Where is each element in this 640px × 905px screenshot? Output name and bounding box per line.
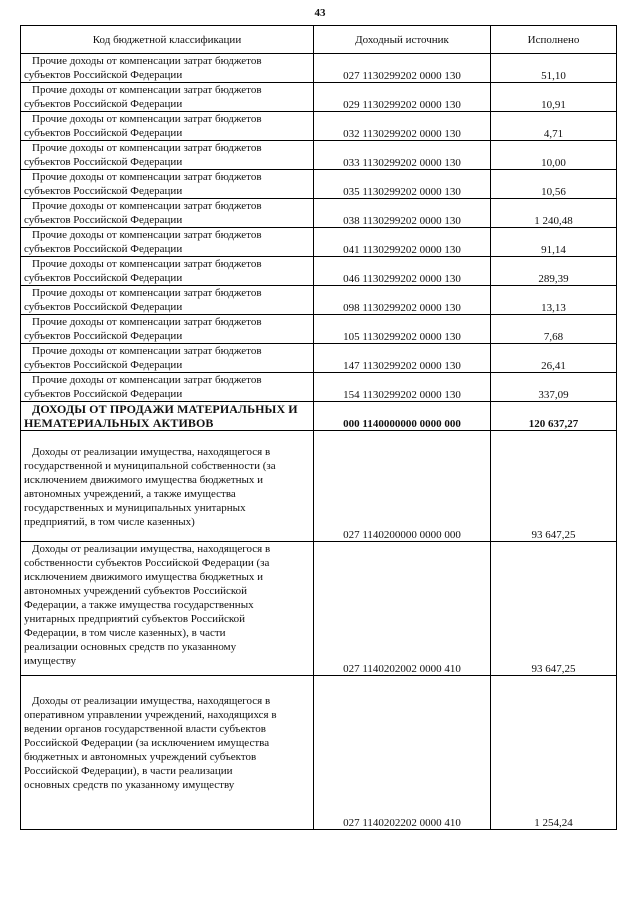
row-description [21, 54, 314, 83]
row-description [21, 83, 314, 112]
table-row [21, 373, 617, 402]
row-description [21, 257, 314, 286]
row-revenue-code: 027 1130299202 0000 130 [314, 54, 491, 83]
row-executed-amount: 1 240,48 [491, 199, 617, 228]
description-line: оперативном управлении учреждений, находящихся в [24, 709, 277, 721]
table-row [21, 402, 617, 431]
row-executed-amount: 26,41 [491, 344, 617, 373]
description-line: Прочие доходы от компенсации затрат бюджетов [32, 113, 262, 125]
description-line: унитарных предприятий субъектов Российской [24, 613, 246, 625]
row-revenue-code: 027 1140202002 0000 410 [314, 542, 491, 676]
table-row [21, 676, 617, 830]
row-description [21, 431, 314, 542]
row-description [21, 402, 314, 431]
row-revenue-code: 032 1130299202 0000 130 [314, 112, 491, 141]
row-revenue-code: 027 1140202202 0000 410 [314, 676, 491, 830]
table-row [21, 83, 617, 112]
header-executed: Исполнено [491, 26, 617, 54]
description-line: субъектов Российской Федерации [24, 69, 183, 81]
description-line: Прочие доходы от компенсации затрат бюджетов [32, 258, 262, 270]
description-line: субъектов Российской Федерации [24, 185, 183, 197]
description-line: ДОХОДЫ ОТ ПРОДАЖИ МАТЕРИАЛЬНЫХ И [32, 402, 298, 416]
description-line: государственных и муниципальных унитарных [24, 502, 246, 514]
row-description [21, 228, 314, 257]
table-row [21, 112, 617, 141]
row-revenue-code: 046 1130299202 0000 130 [314, 257, 491, 286]
description-line: ведении органов государственной власти субъектов [24, 723, 266, 735]
row-revenue-code: 147 1130299202 0000 130 [314, 344, 491, 373]
row-executed-amount: 4,71 [491, 112, 617, 141]
description-line: Прочие доходы от компенсации затрат бюджетов [32, 287, 262, 299]
description-line: основных средств по указанному имуществу [24, 779, 235, 791]
description-line: предприятий, в том числе казенных) [24, 516, 195, 528]
row-description [21, 112, 314, 141]
table-row [21, 257, 617, 286]
description-line: субъектов Российской Федерации [24, 127, 183, 139]
description-line: собственности субъектов Российской Федерации (за [24, 557, 270, 569]
description-line: Прочие доходы от компенсации затрат бюджетов [32, 229, 262, 241]
table-header-row [21, 26, 617, 54]
row-revenue-code: 038 1130299202 0000 130 [314, 199, 491, 228]
header-classification-code: Код бюджетной классификации [21, 26, 314, 54]
row-executed-amount: 7,68 [491, 315, 617, 344]
row-description [21, 286, 314, 315]
row-executed-amount: 120 637,27 [491, 402, 617, 431]
description-line: Российской Федерации), в части реализации [24, 765, 233, 777]
description-line: реализации основных средств по указанному [24, 641, 237, 653]
row-executed-amount: 289,39 [491, 257, 617, 286]
table-row [21, 286, 617, 315]
description-line: Доходы от реализации имущества, находящегося в [32, 446, 271, 458]
description-line: субъектов Российской Федерации [24, 301, 183, 313]
description-line: Прочие доходы от компенсации затрат бюджетов [32, 171, 262, 183]
description-line: Прочие доходы от компенсации затрат бюджетов [32, 374, 262, 386]
description-line: государственной и муниципальной собственности (за [24, 460, 276, 472]
row-executed-amount: 93 647,25 [491, 431, 617, 542]
description-line: бюджетных и автономных учреждений субъектов [24, 751, 257, 763]
description-line: субъектов Российской Федерации [24, 388, 183, 400]
budget-table [20, 25, 617, 830]
description-line: Доходы от реализации имущества, находящегося в [32, 543, 271, 555]
description-line: субъектов Российской Федерации [24, 330, 183, 342]
table-row [21, 141, 617, 170]
description-line: Российской Федерации (за исключением имущества [24, 737, 270, 749]
row-revenue-code: 154 1130299202 0000 130 [314, 373, 491, 402]
row-description [21, 315, 314, 344]
row-revenue-code: 029 1130299202 0000 130 [314, 83, 491, 112]
row-revenue-code: 098 1130299202 0000 130 [314, 286, 491, 315]
row-revenue-code: 035 1130299202 0000 130 [314, 170, 491, 199]
row-description [21, 170, 314, 199]
page-number: 43 [314, 7, 326, 19]
row-description [21, 542, 314, 676]
description-line: имуществу [24, 655, 76, 667]
row-executed-amount: 51,10 [491, 54, 617, 83]
description-line: субъектов Российской Федерации [24, 98, 183, 110]
table-row [21, 542, 617, 676]
row-description [21, 344, 314, 373]
row-description [21, 373, 314, 402]
description-line: субъектов Российской Федерации [24, 156, 183, 168]
row-description [21, 141, 314, 170]
description-line: автономных учреждений, а также имущества [24, 488, 236, 500]
header-revenue-source: Доходный источник [314, 26, 491, 54]
row-executed-amount: 13,13 [491, 286, 617, 315]
description-line: Прочие доходы от компенсации затрат бюджетов [32, 55, 262, 67]
row-description [21, 676, 314, 830]
row-executed-amount: 1 254,24 [491, 676, 617, 830]
row-revenue-code: 000 1140000000 0000 000 [314, 402, 491, 431]
table-row [21, 431, 617, 542]
description-line: НЕМАТЕРИАЛЬНЫХ АКТИВОВ [24, 416, 214, 430]
description-line: субъектов Российской Федерации [24, 214, 183, 226]
row-executed-amount: 10,00 [491, 141, 617, 170]
description-line: Прочие доходы от компенсации затрат бюджетов [32, 316, 262, 328]
row-revenue-code: 027 1140200000 0000 000 [314, 431, 491, 542]
description-line: субъектов Российской Федерации [24, 243, 183, 255]
row-executed-amount: 93 647,25 [491, 542, 617, 676]
row-revenue-code: 041 1130299202 0000 130 [314, 228, 491, 257]
table-row [21, 199, 617, 228]
description-line: автономных учреждений субъектов Российской [24, 585, 248, 597]
description-line: Прочие доходы от компенсации затрат бюджетов [32, 142, 262, 154]
table-row [21, 170, 617, 199]
table-row [21, 344, 617, 373]
description-line: исключением движимого имущества бюджетных и [24, 474, 264, 486]
description-line: исключением движимого имущества бюджетных и [24, 571, 264, 583]
description-line: субъектов Российской Федерации [24, 272, 183, 284]
description-line: Прочие доходы от компенсации затрат бюджетов [32, 84, 262, 96]
table-row [21, 228, 617, 257]
row-revenue-code: 105 1130299202 0000 130 [314, 315, 491, 344]
description-line: Прочие доходы от компенсации затрат бюджетов [32, 200, 262, 212]
row-executed-amount: 337,09 [491, 373, 617, 402]
description-line: субъектов Российской Федерации [24, 359, 183, 371]
row-executed-amount: 10,91 [491, 83, 617, 112]
description-line: Доходы от реализации имущества, находящегося в [32, 695, 271, 707]
table-row [21, 54, 617, 83]
description-line: Федерации, а также имущества государственных [24, 599, 254, 611]
row-revenue-code: 033 1130299202 0000 130 [314, 141, 491, 170]
description-line: Прочие доходы от компенсации затрат бюджетов [32, 345, 262, 357]
table-row [21, 315, 617, 344]
row-executed-amount: 10,56 [491, 170, 617, 199]
row-description [21, 199, 314, 228]
description-line: Федерации, в том числе казенных), в части [24, 627, 226, 639]
row-executed-amount: 91,14 [491, 228, 617, 257]
